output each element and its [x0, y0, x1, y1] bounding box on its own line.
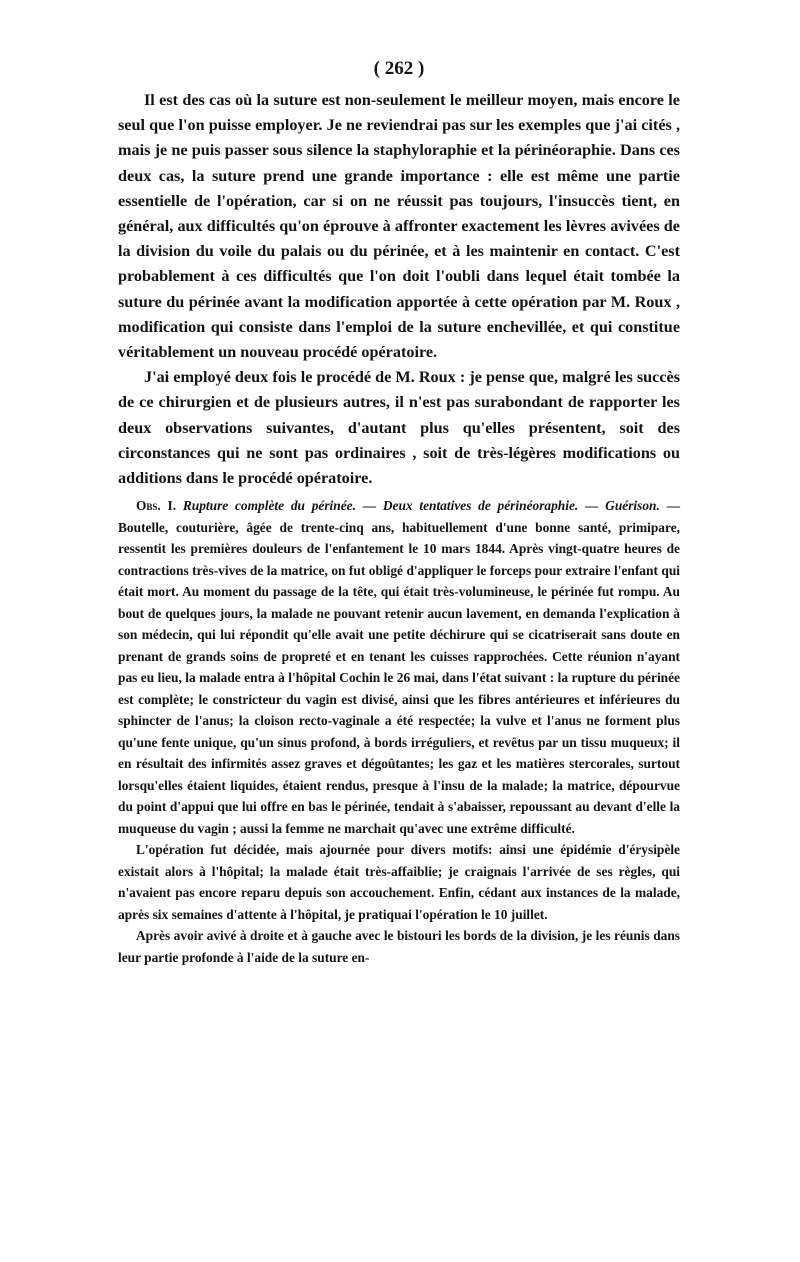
- paragraph: Après avoir avivé à droite et à gauche avec le bistouri les bords de la division, je les réunis dans leur partie profonde à l'aide de la suture en-: [118, 928, 680, 965]
- observation-text: [118, 495, 680, 968]
- observation-title: Rupture complète du périnée. — Deux tentatives de périnéoraphie. — Guérison.: [182, 498, 660, 514]
- book-page: [118, 58, 680, 968]
- paragraph: J'ai employé deux fois le procédé de M. Roux : je pense que, malgré les succès de ce chirurgien et de plusieurs autres, il n'est pas surabondant de rapporter les deux observations suivantes, d'autant plus qu'elles présentent, soit des circonstances qui ne sont pas ordinaires , soit de très-légères modifications ou additions dans le procédé opératoire.: [118, 368, 680, 488]
- paragraph: Il est des cas où la suture est non-seulement le meilleur moyen, mais encore le seul que l'on puisse employer. Je ne reviendrai pas sur les exemples que j'ai cités , mais je ne puis passer sous silence la staphyloraphie et la périnéoraphie. Dans ces deux cas, la suture prend une grande importance : elle est même une partie essentielle de l'opération, car si on ne réussit pas toujours, l'insuccès tient, en général, aux difficultés qu'on éprouve à affronter exactement les lèvres avivées de la division du voile du palais ou du périnée, et à les maintenir en contact. C'est probablement à ces difficultés que l'on doit l'oubli dans lequel était tombée la suture du périnée avant la modification apportée à cette opération par M. Roux , modification qui consiste dans l'emploi de la suture enchevillée, et qui constitue véritablement un nouveau procédé opératoire.: [118, 91, 680, 362]
- main-text: [118, 88, 680, 491]
- page-number: ( 262 ): [373, 58, 425, 79]
- observation-lead: Obs. I.: [136, 498, 177, 514]
- observation-paragraph: [118, 495, 680, 839]
- observation-body: — Boutelle, couturière, âgée de trente-cinq ans, habituellement d'une bonne santé, primipare, ressentit les premières douleurs de l'enfantement le 10 mars 1844. Après vingt-quatre heures de contractions très-vives de la matrice, on fut obligé d'appliquer le forceps pour extraire l'enfant qui était mort. Au moment du passage de la tête, qui était très-volumineuse, le périnée fut rompu. Au bout de quelques jours, la malade ne pouvant retenir aucun lavement, en demanda l'explication à son médecin, qui lui répondit qu'elle avait une petite déchirure qui se cicatriserait sans doute en prenant de grands soins de propreté et en tenant les cuisses rapprochées. Cette réunion n'ayant pas eu lieu, la malade entra à l'hôpital Cochin le 26 mai, dans l'état suivant : la rupture du périnée est complète; le constricteur du vagin est divisé, ainsi que les fibres antérieures et inférieures du sphincter de l'anus; la cloison recto-vaginale a été respectée; la vulve et l'anus ne forment plus qu'une fente unique, qu'un sinus profond, à bords irréguliers, et revêtus par un tissu muqueux; il en résultait des infirmités assez graves et dégoûtantes; les gaz et les matières stercorales, surtout lorsqu'elles étaient liquides, étaient rendus, presque à l'insu de la malade; la matrice, dépourvue du point d'appui que lui offre en bas le périnée, tendait à s'abaisser, repoussant au devant d'elle la muqueuse du vagin ; aussi la femme ne marchait qu'avec une extrême difficulté.: [118, 498, 680, 836]
- paragraph: L'opération fut décidée, mais ajournée pour divers motifs: ainsi une épidémie d'érysipèle existait alors à l'hôpital; la malade était très-affaiblie; je craignais l'arrivée de ses règles, qui n'avaient pas encore reparu depuis son accouchement. Enfin, cédant aux instances de la malade, après six semaines d'attente à l'hôpital, je pratiquai l'opération le 10 juillet.: [118, 842, 680, 922]
